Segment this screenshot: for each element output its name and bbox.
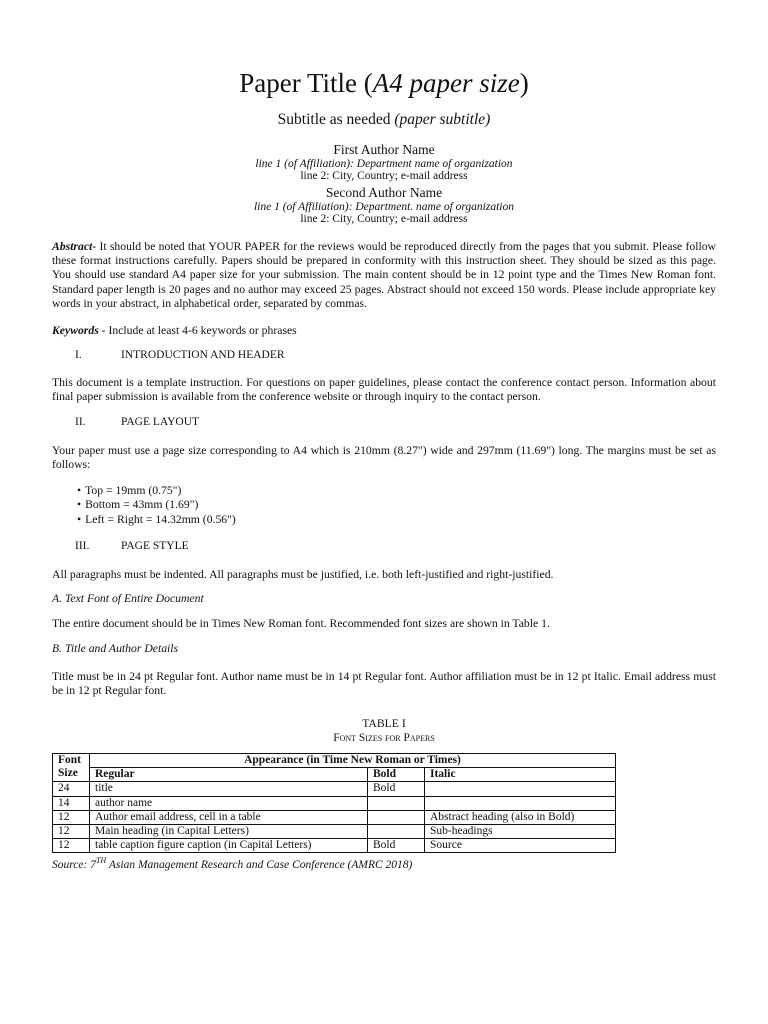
table-row [53,825,616,839]
table-caption: TABLE I [362,717,406,730]
title-italic: A4 paper size [372,68,520,98]
cell-size: 12 [53,825,90,839]
table-row [53,839,616,853]
source-prefix: Source: 7 [52,858,96,871]
header-italic: Italic [425,768,616,782]
section-heading-intro [75,349,285,361]
author-affiliation: line 1 (of Affiliation): Department. name of organization [253,201,514,213]
layout-paragraph: Your paper must use a page size corresponding to A4 which is 210mm (8.27") wide and 297mm (11.69") long. The margins must be set as follows: [52,444,716,472]
subsection-b-paragraph: Title must be in 24 pt Regular font. Author name must be in 14 pt Regular font. Author affiliation must be in 12 pt Italic. Email address must be in 12 pt Regular font. [52,670,716,698]
cell-size: 14 [53,796,90,810]
margins-list [52,484,236,527]
section-heading-layout [75,416,199,428]
list-item: • Left = Right = 14.32mm (0.56") [77,513,236,527]
table-header-row [53,754,616,768]
second-author-block [0,185,768,225]
cell-size: 12 [53,839,90,853]
subtitle-italic: (paper subtitle) [394,111,491,128]
subheading-a: A. Text Font of Entire Document [52,592,204,605]
list-item: • Top = 19mm (0.75") [77,484,236,498]
paper-subtitle [0,111,768,129]
section-number: I. [75,349,82,361]
subtitle-text: Subtitle as needed [277,111,395,128]
section-title: PAGE LAYOUT [121,416,200,428]
cell-italic: Source [425,839,616,853]
style-paragraph: All paragraphs must be indented. All paragraphs must be justified, i.e. both left-justified and right-justified. [52,568,554,581]
cell-regular: title [90,782,368,796]
table-row [53,810,616,824]
abstract-label: Abstract- [52,240,97,253]
title-text: Paper Title ( [239,68,373,98]
cell-regular: table caption figure caption (in Capital Letters) [90,839,368,853]
cell-italic: Abstract heading (also in Bold) [425,810,616,824]
cell-bold: Bold [368,839,425,853]
subsection-a-paragraph: The entire document should be in Times New Roman font. Recommended font sizes are shown in Table 1. [52,617,550,630]
cell-italic: Sub-headings [425,825,616,839]
section-title: INTRODUCTION AND HEADER [121,349,285,361]
author-contact: line 2: City, Country; e-mail address [300,170,468,182]
cell-bold: Bold [368,782,425,796]
table-header-row [53,768,616,782]
cell-bold [368,825,425,839]
section-number: II. [75,416,86,428]
table-source-note [52,856,412,871]
cell-regular: Main heading (in Capital Letters) [90,825,368,839]
keywords-label: Keywords [52,324,99,337]
header-font-size [53,754,90,782]
header-appearance: Appearance (in Time New Roman or Times) [90,754,616,768]
title-close: ) [519,68,529,98]
table-row [53,796,616,810]
table-row [53,782,616,796]
cell-size: 24 [53,782,90,796]
author-contact: line 2: City, Country; e-mail address [300,213,468,225]
font-sizes-table [52,753,616,853]
first-author-block [0,142,768,182]
cell-bold [368,796,425,810]
author-name: First Author Name [333,142,435,157]
abstract-paragraph [52,240,716,311]
subheading-b: B. Title and Author Details [52,642,179,655]
keywords-text: - Include at least 4-6 keywords or phrases [98,324,297,337]
keywords-paragraph [52,324,716,338]
intro-paragraph: This document is a template instruction. For questions on paper guidelines, please contact the conference contact person. Information about final paper submission is available from the conference website or through inquiry to the contact person. [52,376,716,404]
source-text: Asian Management Research and Case Conference (AMRC 2018) [106,858,413,871]
cell-bold [368,810,425,824]
section-heading-style [75,540,189,552]
cell-size: 12 [53,810,90,824]
cell-regular: author name [90,796,368,810]
author-affiliation: line 1 (of Affiliation): Department name of organization [255,158,513,170]
cell-italic [425,782,616,796]
header-regular: Regular [90,768,368,782]
section-number: III. [75,540,90,552]
header-bold: Bold [368,768,425,782]
abstract-text: It should be noted that YOUR PAPER for the reviews would be reproduced directly from the pages that you submit. Please follow these format instructions carefully. Papers should be prepared in conformity with this instruction sheet. They should be sized as this page. You should use standard A4 paper size for your submission. The main content should be in 12 point type and the Times New Roman font. Standard paper length is 20 pages and no author may exceed 25 pages. Abstract should not exceed 150 words. Please include appropriate key words in your abstract, in alphabetical order, separated by commas. [52,240,716,310]
section-title: PAGE STYLE [121,540,189,552]
table-subcaption: Font Sizes for Papers [333,732,435,744]
paper-title [0,68,768,99]
header-font: Font [58,754,81,766]
source-superscript: TH [95,856,107,865]
author-name: Second Author Name [325,185,443,200]
cell-italic [425,796,616,810]
list-item: • Bottom = 43mm (1.69") [77,498,236,512]
cell-regular: Author email address, cell in a table [90,810,368,824]
header-size: Size [58,767,78,780]
